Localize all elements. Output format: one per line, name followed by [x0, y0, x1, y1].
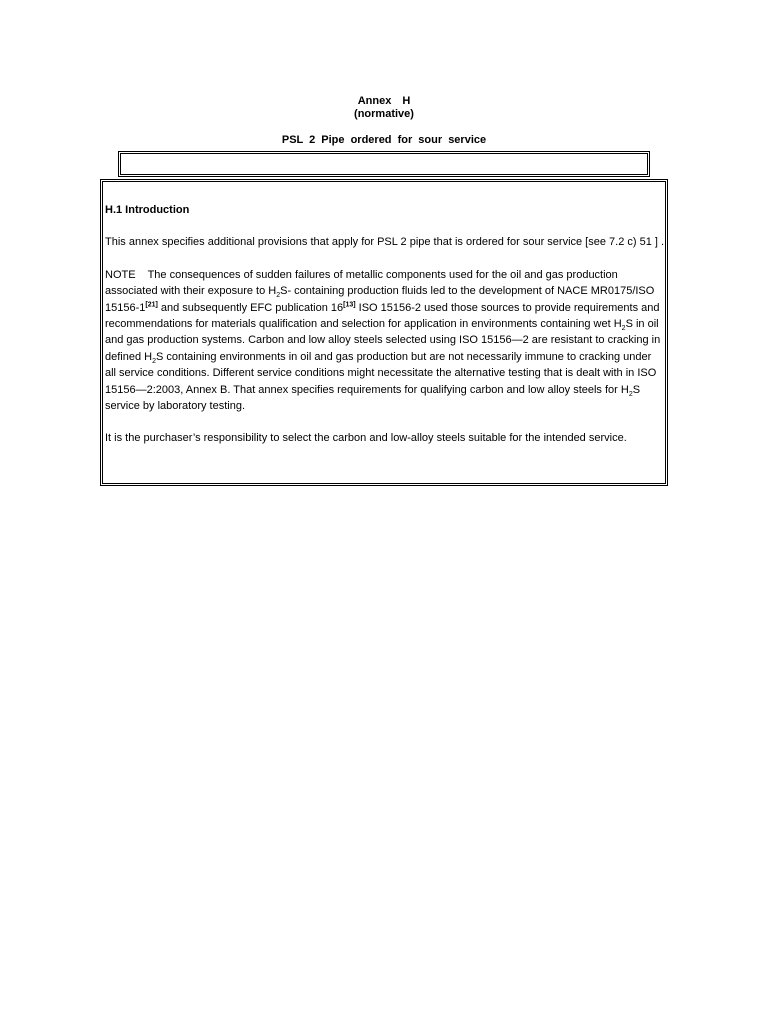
reference-21: [21]	[145, 300, 158, 308]
introduction-content	[105, 202, 665, 463]
note-text-5: S in oil and gas production systems. Carbon and low alloy steels selected using ISO 15156—2 are resistant to cracking in defined H	[105, 318, 661, 363]
reference-13: [13]	[343, 300, 356, 308]
subscript-2: 2	[628, 390, 633, 398]
section-heading: H.1 Introduction	[105, 204, 190, 216]
note-label: NOTE	[105, 268, 136, 281]
note-text-1: The consequences of sudden failures of metallic components used for the oil and gas production associated with their exposure to H	[105, 268, 618, 298]
introduction-frame-box	[100, 179, 668, 486]
note-text-6: S containing environments in oil and gas production but are not necessarily immune to cracking under all service conditions. Different service conditions might necessitate the alternative testing that is dealt with in ISO 15156—2:2003, Annex B. That annex specifies requirements for qualifying carbon and low alloy steels for H	[105, 350, 657, 396]
note-text-7: S service by laboratory testing.	[105, 383, 641, 413]
note-text-2: S- containing production fluids led to the development of NACE MR0175/ISO 15156-1	[105, 285, 655, 314]
note-paragraph	[105, 267, 665, 415]
intro-paragraph: This annex specifies additional provisions that apply for PSL 2 pipe that is ordered for sour service [see 7.2 c) 51 ] .	[105, 236, 665, 249]
annex-main-title: PSL 2 Pipe ordered for sour service	[281, 134, 487, 146]
closing-paragraph: It is the purchaser’s responsibility to select the carbon and low-alloy steels suitable for the intended service.	[105, 432, 627, 445]
note-text-4: ISO 15156-2 used those sources to provide requirements and recommendations for materials qualification and selection for application in environments containing wet H	[105, 301, 660, 331]
subscript-2: 2	[621, 325, 626, 333]
subscript-2: 2	[152, 358, 156, 366]
note-text-3: and subsequently EFC publication 16	[157, 301, 344, 314]
subscript-2: 2	[276, 292, 281, 300]
annex-normative-label: (normative)	[354, 108, 414, 120]
annex-title: Annex H	[357, 95, 411, 107]
empty-frame-box	[118, 151, 650, 177]
